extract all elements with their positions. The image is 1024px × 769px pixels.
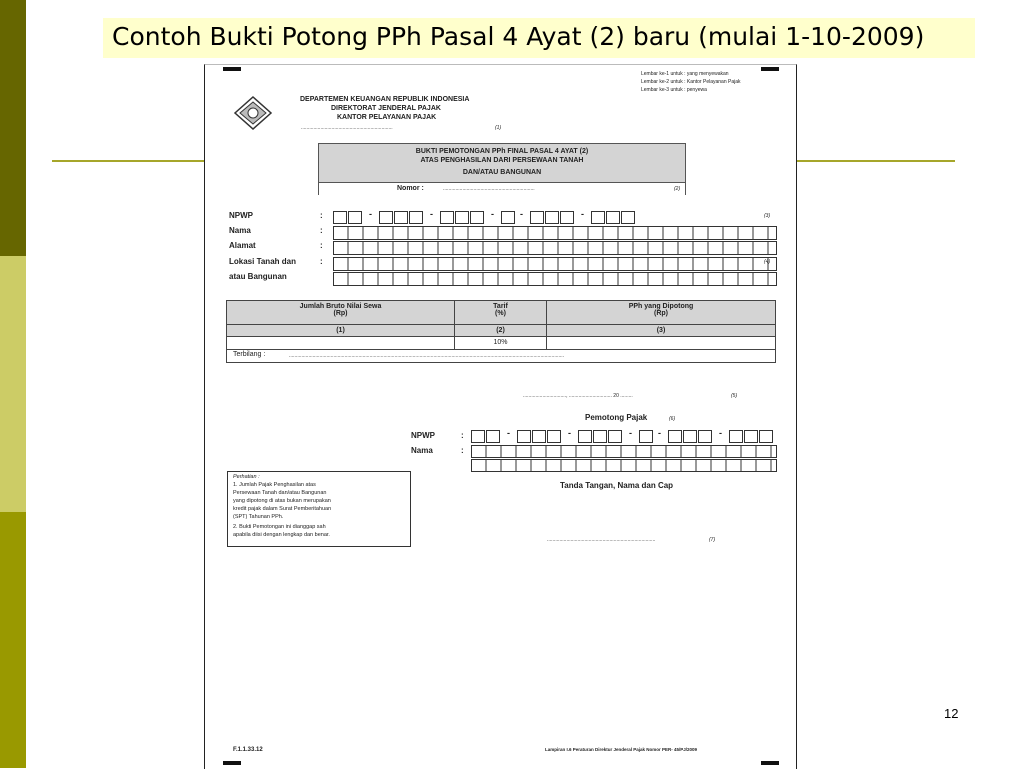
date-line: ..............................., ............................... 20 .........	[523, 393, 633, 399]
colon: :	[320, 241, 323, 250]
heading-line-2: ATAS PENGHASILAN DARI PERSEWAAN TANAH	[420, 157, 584, 164]
colon: :	[320, 257, 323, 266]
perhatian-line: Persewaan Tanah dan/atau Bangunan	[233, 490, 327, 496]
sidebar-band-light	[0, 256, 26, 512]
agency-dotted-line: ..................................................................	[301, 125, 393, 131]
terbilang-line: ......................................................................................................................................................................................................	[289, 353, 565, 359]
copy-line-2: Lembar ke-2 untuk : Kantor Pelayanan Pajak	[641, 79, 741, 85]
agency-line-2: DIREKTORAT JENDERAL PAJAK	[331, 105, 441, 112]
page-number: 12	[944, 706, 959, 721]
terbilang-row	[227, 350, 775, 363]
tarif-value: 10%	[455, 337, 547, 349]
nomor-row	[319, 182, 685, 196]
bruto-value[interactable]	[227, 337, 455, 349]
pemotong-title: Pemotong Pajak	[585, 413, 648, 422]
signature-line: ..............................................................................	[547, 537, 656, 543]
header-tarif: Tarif (%)	[455, 301, 547, 324]
perhatian-line: apabila diisi dengan lengkap dan benar.	[233, 532, 330, 538]
slide-title: Contoh Bukti Potong PPh Pasal 4 Ayat (2) baru (mulai 1-10-2009)	[112, 22, 925, 51]
heading-line-3: DAN/ATAU BANGUNAN	[462, 169, 542, 176]
table-value-row[interactable]	[227, 337, 775, 350]
corner-mark	[223, 761, 241, 765]
tax-table	[226, 300, 776, 363]
col-number: (2)	[455, 325, 547, 336]
col-number: (3)	[656, 327, 666, 334]
terbilang-label: Terbilang :	[233, 351, 266, 358]
alamat-label: Alamat	[229, 241, 256, 250]
colon: :	[320, 211, 323, 220]
colon: :	[461, 446, 464, 455]
agency-line-1: DEPARTEMEN KEUANGAN REPUBLIK INDONESIA	[300, 96, 470, 103]
corner-mark	[223, 67, 241, 71]
lokasi-label-1: Lokasi Tanah dan	[229, 257, 296, 266]
date-note: (5)	[731, 393, 738, 399]
sidebar-band-mid	[0, 512, 26, 768]
copy-line-3: Lembar ke-3 untuk : penyewa	[641, 87, 707, 93]
form-heading-box	[318, 143, 686, 195]
footer-ref: Lampiran I.6 Peraturan Direktur Jenderal Pajak Nomor PER- 45/PJ/2009	[545, 747, 698, 752]
perhatian-line: yang dipotong di atas bukan merupakan	[233, 498, 331, 504]
table-header-row	[227, 301, 775, 325]
pemotong-npwp-boxes[interactable]: - - - - -	[471, 430, 779, 443]
pph-value[interactable]	[547, 337, 775, 349]
npwp-label: NPWP	[229, 211, 253, 220]
rule-right	[795, 160, 955, 162]
heading-line-1: BUKTI PEMOTONGAN PPh FINAL PASAL 4 AYAT (2)	[415, 148, 589, 155]
signature-label: Tanda Tangan, Nama dan Cap	[560, 481, 674, 490]
perhatian-line: kredit pajak dalam Surat Pemberitahuan	[233, 506, 332, 512]
agency-line-3: KANTOR PELAYANAN PAJAK	[337, 114, 437, 121]
nama-label: Nama	[229, 226, 251, 235]
identity-input-grid[interactable]	[333, 226, 777, 286]
sidebar-band-dark	[0, 0, 26, 256]
lokasi-label-2: atau Bangunan	[229, 272, 287, 281]
nomor-dotted-line: ..................................................................	[443, 186, 535, 192]
col-number: (1)	[227, 325, 455, 336]
pemotong-nama-label: Nama	[411, 446, 433, 455]
colon: :	[320, 226, 323, 235]
perhatian-line: 2. Bukti Pemotongan ini dianggap sah	[233, 524, 326, 530]
perhatian-title: Perhatian :	[233, 474, 260, 480]
header-pph: PPh yang Dipotong (Rp)	[628, 303, 694, 317]
footer-code: F.1.1.33.12	[233, 747, 263, 753]
note-4: (4)	[764, 259, 771, 265]
rule-left	[52, 160, 204, 162]
tax-form	[204, 64, 797, 769]
corner-mark	[761, 761, 779, 765]
signature-note: (7)	[709, 537, 716, 543]
header-bruto: Jumlah Bruto Nilai Sewa (Rp)	[227, 301, 455, 324]
colon: :	[461, 431, 464, 440]
corner-mark	[761, 67, 779, 71]
pemotong-note: (6)	[669, 416, 676, 422]
perhatian-line: 1. Jumlah Pajak Penghasilan atas	[233, 482, 316, 488]
copy-line-1: Lembar ke-1 untuk : yang menyewakan	[641, 71, 729, 77]
pemotong-npwp-label: NPWP	[411, 431, 435, 440]
note-1: (1)	[495, 125, 502, 131]
table-number-row	[227, 325, 775, 337]
nomor-label: Nomor :	[397, 185, 424, 192]
npwp-input-boxes[interactable]: - - - - -	[333, 211, 653, 224]
perhatian-box	[227, 471, 411, 547]
garuda-emblem-icon	[233, 95, 273, 131]
nomor-note: (2)	[674, 186, 681, 192]
pemotong-nama-grid[interactable]	[471, 445, 777, 473]
perhatian-line: (SPT) Tahunan PPh.	[233, 514, 284, 520]
note-3: (3)	[764, 213, 771, 219]
